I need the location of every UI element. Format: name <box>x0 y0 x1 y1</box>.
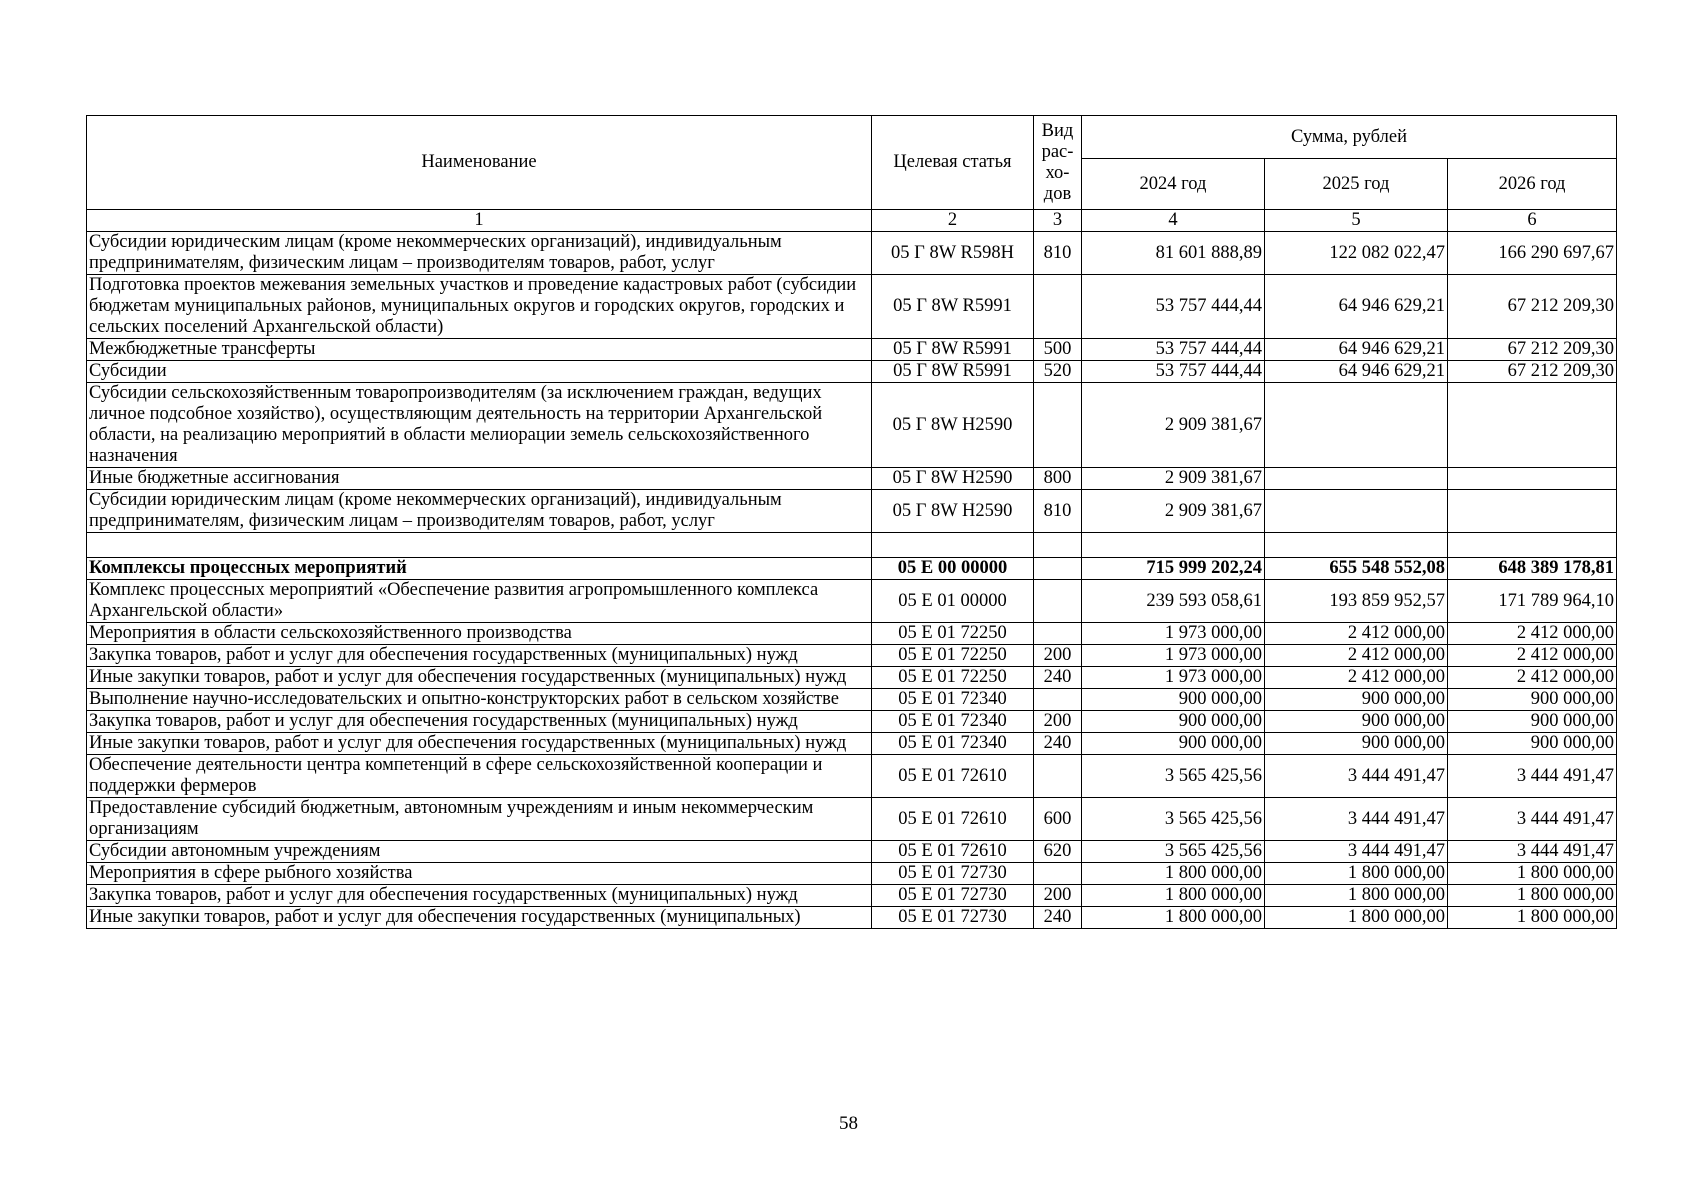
column-number: 2 <box>872 210 1034 232</box>
row-amount-2024: 900 000,00 <box>1082 711 1265 733</box>
row-amount-2025: 1 800 000,00 <box>1265 863 1448 885</box>
table-row <box>87 533 1617 558</box>
row-expense-type <box>1034 558 1082 580</box>
header-year-2025: 2025 год <box>1265 159 1448 210</box>
row-target-article: 05 Е 01 72340 <box>872 711 1034 733</box>
row-target-article: 05 Е 01 00000 <box>872 580 1034 623</box>
row-amount-2025: 193 859 952,57 <box>1265 580 1448 623</box>
column-number-row <box>87 210 1617 232</box>
row-amount-2024: 1 973 000,00 <box>1082 623 1265 645</box>
row-expense-type <box>1034 755 1082 798</box>
row-name: Иные закупки товаров, работ и услуг для обеспечения государственных (муниципальных) <box>87 907 872 929</box>
row-amount-2026: 1 800 000,00 <box>1448 885 1617 907</box>
header-expense-type-line: дов <box>1043 183 1072 204</box>
header-expense-type-line: Вид <box>1041 120 1074 141</box>
table-body <box>87 232 1617 929</box>
column-number: 5 <box>1265 210 1448 232</box>
row-expense-type <box>1034 580 1082 623</box>
column-number: 1 <box>87 210 872 232</box>
row-expense-type: 240 <box>1034 733 1082 755</box>
row-target-article: 05 Г 8W R5991 <box>872 275 1034 339</box>
row-expense-type: 810 <box>1034 490 1082 533</box>
row-amount-2024: 81 601 888,89 <box>1082 232 1265 275</box>
row-expense-type: 800 <box>1034 468 1082 490</box>
row-name: Субсидии сельскохозяйственным товаропроизводителям (за исключением граждан, ведущих личное подсобное хозяйство), осуществляющим деятельность на территории Архангельской области, на реализацию мероприятий в области мелиорации земель сельскохозяйственного назначения <box>87 383 872 468</box>
row-name: Иные закупки товаров, работ и услуг для обеспечения государственных (муниципальных) нужд <box>87 667 872 689</box>
row-target-article <box>872 533 1034 558</box>
row-amount-2024: 2 909 381,67 <box>1082 468 1265 490</box>
table-row <box>87 275 1617 339</box>
row-amount-2026: 67 212 209,30 <box>1448 361 1617 383</box>
row-amount-2024: 1 800 000,00 <box>1082 863 1265 885</box>
row-expense-type: 620 <box>1034 841 1082 863</box>
row-name: Межбюджетные трансферты <box>87 339 872 361</box>
row-name: Закупка товаров, работ и услуг для обеспечения государственных (муниципальных) нужд <box>87 711 872 733</box>
row-amount-2026: 67 212 209,30 <box>1448 275 1617 339</box>
row-amount-2025: 1 800 000,00 <box>1265 885 1448 907</box>
row-target-article: 05 Е 01 72250 <box>872 645 1034 667</box>
row-name: Субсидии автономным учреждениям <box>87 841 872 863</box>
row-expense-type: 200 <box>1034 645 1082 667</box>
row-target-article: 05 Е 01 72730 <box>872 907 1034 929</box>
header-name: Наименование <box>87 116 872 210</box>
header-year-2026: 2026 год <box>1448 159 1617 210</box>
row-amount-2024: 53 757 444,44 <box>1082 275 1265 339</box>
table-row <box>87 689 1617 711</box>
table-row <box>87 755 1617 798</box>
row-amount-2024: 1 800 000,00 <box>1082 885 1265 907</box>
row-target-article: 05 Е 01 72730 <box>872 863 1034 885</box>
row-target-article: 05 Е 01 72250 <box>872 667 1034 689</box>
row-name: Подготовка проектов межевания земельных участков и проведение кадастровых работ (субсидии бюджетам муниципальных районов, муниципальных округов и городских округов, городских и сельских поселений Архангельской области) <box>87 275 872 339</box>
header-year-2024: 2024 год <box>1082 159 1265 210</box>
row-name: Комплекс процессных мероприятий «Обеспечение развития агропромышленного комплекса Архангельской области» <box>87 580 872 623</box>
row-target-article: 05 Е 01 72730 <box>872 885 1034 907</box>
row-target-article: 05 Г 8W Н2590 <box>872 468 1034 490</box>
row-amount-2026: 2 412 000,00 <box>1448 645 1617 667</box>
row-amount-2024: 1 973 000,00 <box>1082 645 1265 667</box>
table-row <box>87 841 1617 863</box>
table-row <box>87 645 1617 667</box>
row-target-article: 05 Е 00 00000 <box>872 558 1034 580</box>
row-amount-2025: 2 412 000,00 <box>1265 645 1448 667</box>
row-amount-2025 <box>1265 468 1448 490</box>
row-expense-type: 500 <box>1034 339 1082 361</box>
row-amount-2025 <box>1265 533 1448 558</box>
row-name: Мероприятия в области сельскохозяйственного производства <box>87 623 872 645</box>
row-amount-2026: 2 412 000,00 <box>1448 667 1617 689</box>
table-row <box>87 798 1617 841</box>
row-amount-2026 <box>1448 383 1617 468</box>
column-number: 4 <box>1082 210 1265 232</box>
row-name: Предоставление субсидий бюджетным, автономным учреждениям и иным некоммерческим организациям <box>87 798 872 841</box>
row-amount-2024: 2 909 381,67 <box>1082 490 1265 533</box>
row-name: Иные бюджетные ассигнования <box>87 468 872 490</box>
row-name: Закупка товаров, работ и услуг для обеспечения государственных (муниципальных) нужд <box>87 885 872 907</box>
row-expense-type: 520 <box>1034 361 1082 383</box>
row-amount-2024: 715 999 202,24 <box>1082 558 1265 580</box>
row-expense-type <box>1034 689 1082 711</box>
header-expense-type-line: хо- <box>1045 162 1070 183</box>
row-target-article: 05 Г 8W Н2590 <box>872 490 1034 533</box>
row-amount-2026: 2 412 000,00 <box>1448 623 1617 645</box>
row-amount-2024: 900 000,00 <box>1082 689 1265 711</box>
row-amount-2025: 3 444 491,47 <box>1265 755 1448 798</box>
row-name: Субсидии <box>87 361 872 383</box>
row-amount-2025 <box>1265 490 1448 533</box>
row-amount-2025 <box>1265 383 1448 468</box>
row-target-article: 05 Г 8W R598H <box>872 232 1034 275</box>
table-row <box>87 907 1617 929</box>
row-target-article: 05 Е 01 72250 <box>872 623 1034 645</box>
row-expense-type: 200 <box>1034 885 1082 907</box>
row-amount-2026: 900 000,00 <box>1448 711 1617 733</box>
table-row <box>87 885 1617 907</box>
row-expense-type <box>1034 623 1082 645</box>
row-amount-2024: 2 909 381,67 <box>1082 383 1265 468</box>
row-expense-type <box>1034 383 1082 468</box>
row-amount-2025: 64 946 629,21 <box>1265 275 1448 339</box>
row-target-article: 05 Е 01 72340 <box>872 689 1034 711</box>
row-amount-2026: 67 212 209,30 <box>1448 339 1617 361</box>
table-row <box>87 232 1617 275</box>
row-expense-type: 810 <box>1034 232 1082 275</box>
row-amount-2025: 900 000,00 <box>1265 733 1448 755</box>
row-amount-2026: 1 800 000,00 <box>1448 907 1617 929</box>
row-expense-type: 240 <box>1034 667 1082 689</box>
table-row <box>87 863 1617 885</box>
row-name: Обеспечение деятельности центра компетенций в сфере сельскохозяйственной кооперации и поддержки фермеров <box>87 755 872 798</box>
row-expense-type <box>1034 533 1082 558</box>
row-amount-2025: 64 946 629,21 <box>1265 361 1448 383</box>
header-target-article: Целевая статья <box>872 116 1034 210</box>
row-amount-2026 <box>1448 533 1617 558</box>
row-name: Выполнение научно-исследовательских и опытно-конструкторских работ в сельском хозяйстве <box>87 689 872 711</box>
row-amount-2026 <box>1448 468 1617 490</box>
budget-table <box>86 115 1617 929</box>
table-row <box>87 733 1617 755</box>
table-row <box>87 383 1617 468</box>
row-amount-2026: 3 444 491,47 <box>1448 798 1617 841</box>
page-number: 58 <box>839 1113 858 1134</box>
table-row <box>87 711 1617 733</box>
table-row <box>87 667 1617 689</box>
row-amount-2025: 2 412 000,00 <box>1265 667 1448 689</box>
row-expense-type <box>1034 863 1082 885</box>
row-amount-2025: 655 548 552,08 <box>1265 558 1448 580</box>
row-amount-2024: 1 973 000,00 <box>1082 667 1265 689</box>
row-amount-2025: 3 444 491,47 <box>1265 841 1448 863</box>
row-name: Мероприятия в сфере рыбного хозяйства <box>87 863 872 885</box>
row-name: Субсидии юридическим лицам (кроме некоммерческих организаций), индивидуальным предпринимателям, физическим лицам – производителям товаров, работ, услуг <box>87 232 872 275</box>
row-expense-type: 200 <box>1034 711 1082 733</box>
row-amount-2026: 3 444 491,47 <box>1448 841 1617 863</box>
row-amount-2025: 1 800 000,00 <box>1265 907 1448 929</box>
budget-document <box>86 115 1616 929</box>
row-target-article: 05 Е 01 72610 <box>872 798 1034 841</box>
row-amount-2024: 3 565 425,56 <box>1082 798 1265 841</box>
row-amount-2025: 2 412 000,00 <box>1265 623 1448 645</box>
row-amount-2026: 3 444 491,47 <box>1448 755 1617 798</box>
row-amount-2024: 53 757 444,44 <box>1082 339 1265 361</box>
row-amount-2024: 900 000,00 <box>1082 733 1265 755</box>
row-expense-type: 240 <box>1034 907 1082 929</box>
row-target-article: 05 Е 01 72340 <box>872 733 1034 755</box>
row-name: Комплексы процессных мероприятий <box>87 558 872 580</box>
row-amount-2024: 1 800 000,00 <box>1082 907 1265 929</box>
row-name: Иные закупки товаров, работ и услуг для обеспечения государственных (муниципальных) нужд <box>87 733 872 755</box>
row-target-article: 05 Е 01 72610 <box>872 841 1034 863</box>
row-target-article: 05 Г 8W Н2590 <box>872 383 1034 468</box>
column-number: 6 <box>1448 210 1617 232</box>
table-row <box>87 339 1617 361</box>
row-target-article: 05 Е 01 72610 <box>872 755 1034 798</box>
row-amount-2024: 53 757 444,44 <box>1082 361 1265 383</box>
table-row <box>87 490 1617 533</box>
row-expense-type: 600 <box>1034 798 1082 841</box>
row-name: Закупка товаров, работ и услуг для обеспечения государственных (муниципальных) нужд <box>87 645 872 667</box>
row-amount-2026: 1 800 000,00 <box>1448 863 1617 885</box>
table-row <box>87 558 1617 580</box>
header-expense-type <box>1034 116 1082 210</box>
header-expense-type-line: рас- <box>1041 141 1074 162</box>
row-name <box>87 533 872 558</box>
row-amount-2025: 3 444 491,47 <box>1265 798 1448 841</box>
row-amount-2024 <box>1082 533 1265 558</box>
row-expense-type <box>1034 275 1082 339</box>
row-amount-2025: 900 000,00 <box>1265 711 1448 733</box>
header-sum: Сумма, рублей <box>1082 116 1617 159</box>
row-amount-2025: 64 946 629,21 <box>1265 339 1448 361</box>
row-target-article: 05 Г 8W R5991 <box>872 339 1034 361</box>
row-amount-2026: 166 290 697,67 <box>1448 232 1617 275</box>
row-amount-2024: 3 565 425,56 <box>1082 841 1265 863</box>
table-row <box>87 623 1617 645</box>
row-amount-2026: 171 789 964,10 <box>1448 580 1617 623</box>
table-row <box>87 468 1617 490</box>
row-amount-2026 <box>1448 490 1617 533</box>
table-row <box>87 361 1617 383</box>
row-name: Субсидии юридическим лицам (кроме некоммерческих организаций), индивидуальным предпринимателям, физическим лицам – производителям товаров, работ, услуг <box>87 490 872 533</box>
row-amount-2026: 900 000,00 <box>1448 689 1617 711</box>
table-row <box>87 580 1617 623</box>
row-amount-2025: 122 082 022,47 <box>1265 232 1448 275</box>
row-amount-2024: 239 593 058,61 <box>1082 580 1265 623</box>
row-target-article: 05 Г 8W R5991 <box>872 361 1034 383</box>
column-number: 3 <box>1034 210 1082 232</box>
row-amount-2026: 900 000,00 <box>1448 733 1617 755</box>
row-amount-2026: 648 389 178,81 <box>1448 558 1617 580</box>
row-amount-2025: 900 000,00 <box>1265 689 1448 711</box>
row-amount-2024: 3 565 425,56 <box>1082 755 1265 798</box>
